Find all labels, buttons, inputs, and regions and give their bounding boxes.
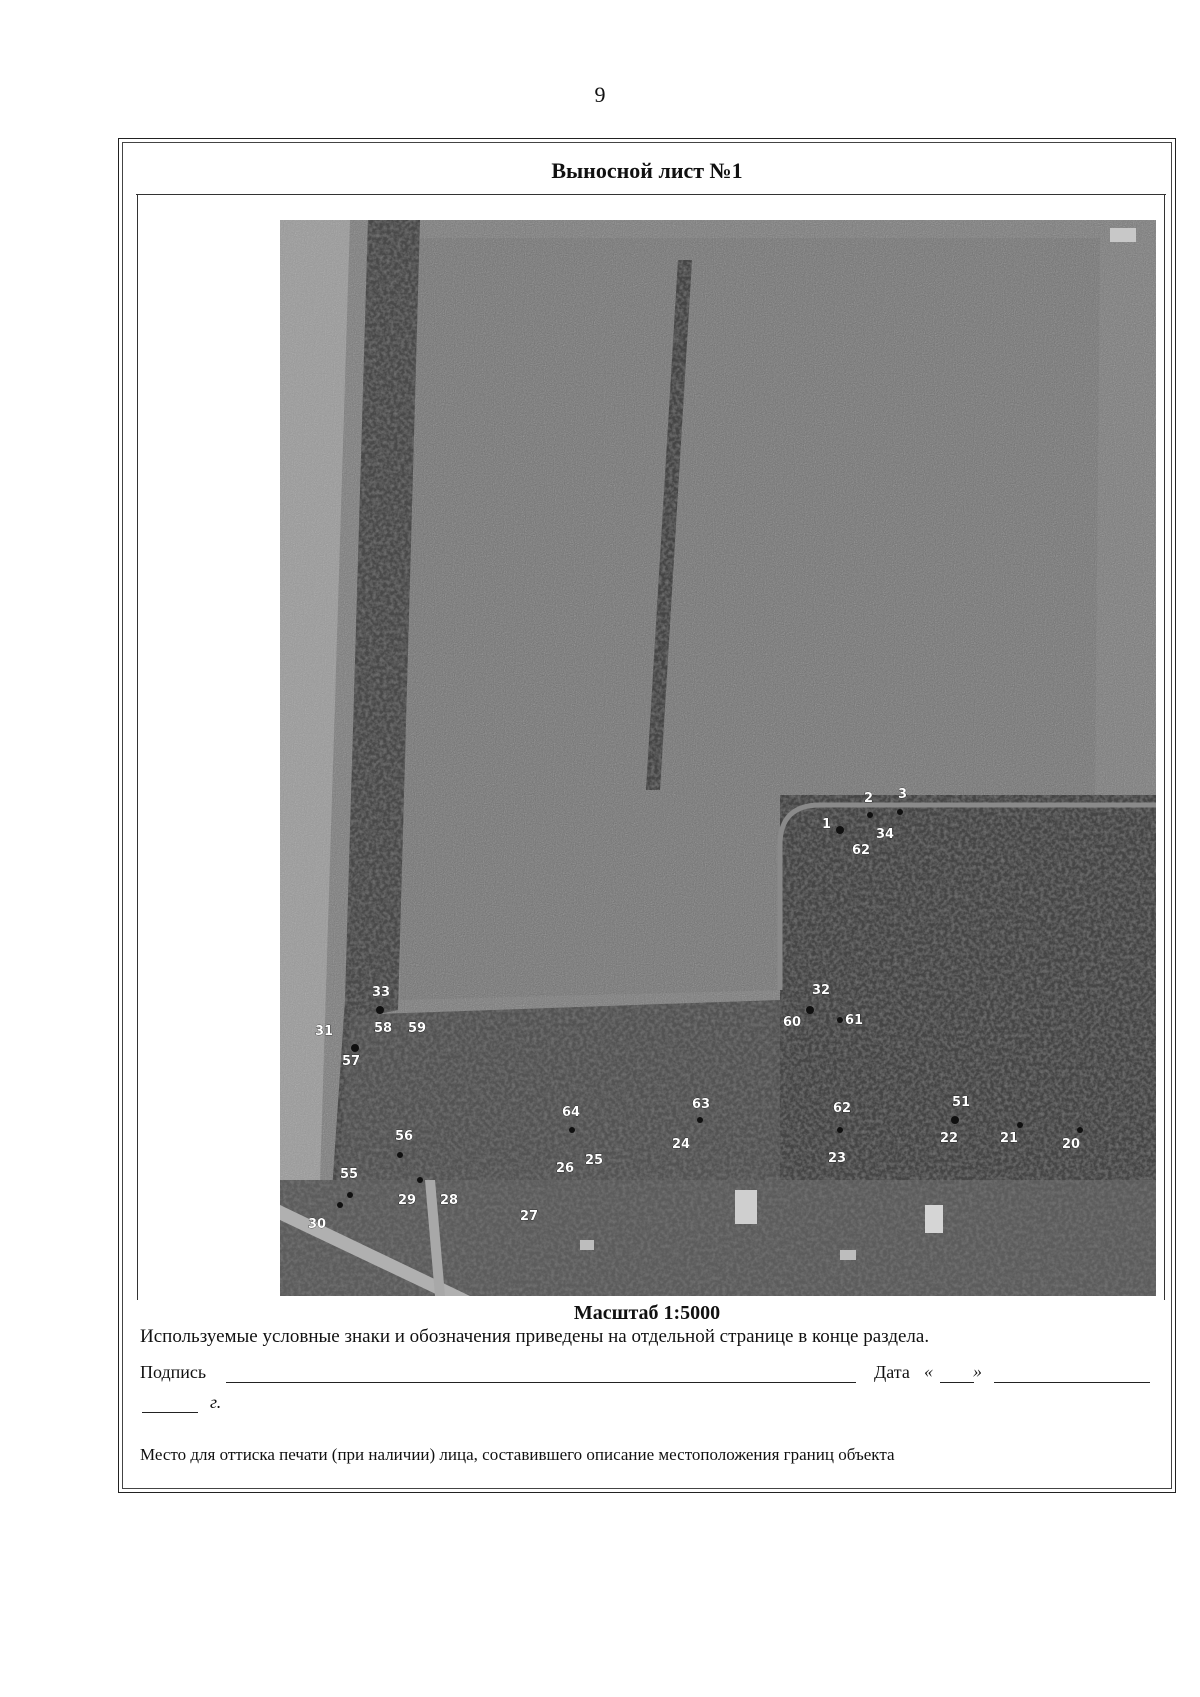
- sheet-title: Выносной лист №1: [551, 158, 743, 183]
- point-marker: [1017, 1122, 1023, 1128]
- point-label: 61: [845, 1013, 864, 1028]
- building-4: [840, 1250, 856, 1260]
- point-label: 1: [822, 817, 832, 832]
- scale-label: Масштаб 1:5000: [573, 1302, 721, 1324]
- point-marker: [697, 1117, 703, 1123]
- point-marker: [347, 1192, 353, 1198]
- point-label: 34: [876, 827, 895, 842]
- point-label: 60: [783, 1015, 802, 1030]
- point-label: 28: [440, 1193, 459, 1208]
- date-day: [924, 1361, 982, 1382]
- point-label: 23: [828, 1151, 847, 1166]
- map-left-border: [137, 195, 138, 1300]
- seal-note: Место для оттиска печати (при наличии) лица, составившего описание местоположения границ объекта: [140, 1445, 895, 1464]
- page-number: 9: [594, 82, 606, 107]
- top-right-structure: [1110, 228, 1136, 242]
- date-close-quote: »: [973, 1361, 982, 1381]
- point-label: 29: [398, 1193, 417, 1208]
- date-month-line[interactable]: [994, 1382, 1150, 1383]
- point-label: 57: [342, 1054, 361, 1069]
- point-label: 24: [672, 1137, 691, 1152]
- date-label: Дата: [874, 1362, 910, 1382]
- signature-line[interactable]: [226, 1382, 856, 1383]
- point-marker: [569, 1127, 575, 1133]
- point-marker: [806, 1006, 814, 1014]
- point-label: 20: [1062, 1137, 1081, 1152]
- building-2: [925, 1205, 943, 1233]
- point-marker: [351, 1044, 359, 1052]
- title-divider: [136, 194, 1166, 195]
- point-marker: [337, 1202, 343, 1208]
- point-label: 26: [556, 1161, 575, 1176]
- year-line[interactable]: [142, 1412, 198, 1413]
- point-label: 55: [340, 1167, 359, 1182]
- point-label: 32: [812, 983, 831, 998]
- point-label: 56: [395, 1129, 414, 1144]
- point-marker: [951, 1116, 959, 1124]
- point-label: 62: [833, 1101, 852, 1116]
- satellite-map: [280, 220, 1156, 1296]
- point-label: 59: [408, 1021, 427, 1036]
- point-label: 22: [940, 1131, 959, 1146]
- point-label: 25: [585, 1153, 604, 1168]
- building-3: [580, 1240, 594, 1250]
- point-marker: [897, 809, 903, 815]
- point-label: 3: [898, 787, 908, 802]
- point-label: 30: [308, 1217, 327, 1232]
- point-marker: [867, 812, 873, 818]
- date-open-quote: «: [924, 1361, 933, 1381]
- signature-label: Подпись: [140, 1362, 207, 1382]
- point-marker: [376, 1006, 384, 1014]
- point-label: 58: [374, 1021, 393, 1036]
- point-label: 27: [520, 1209, 539, 1224]
- legend-note: Используемые условные знаки и обозначения приведены на отдельной странице в конце раздела.: [140, 1326, 930, 1347]
- point-label: 2: [864, 791, 874, 806]
- point-label: 51: [952, 1095, 971, 1110]
- point-label: 62: [852, 843, 871, 858]
- point-marker: [836, 826, 844, 834]
- point-marker: [397, 1152, 403, 1158]
- point-marker: [837, 1127, 843, 1133]
- date-day-line[interactable]: [940, 1382, 974, 1383]
- building-1: [735, 1190, 757, 1224]
- point-marker: [1077, 1127, 1083, 1133]
- point-label: 63: [692, 1097, 711, 1112]
- map-right-border: [1164, 195, 1165, 1300]
- point-label: 64: [562, 1105, 581, 1120]
- point-marker: [837, 1017, 843, 1023]
- point-label: 21: [1000, 1131, 1019, 1146]
- point-label: 33: [372, 985, 391, 1000]
- year-suffix: г.: [210, 1392, 222, 1412]
- point-marker: [417, 1177, 423, 1183]
- point-label: 31: [315, 1024, 334, 1039]
